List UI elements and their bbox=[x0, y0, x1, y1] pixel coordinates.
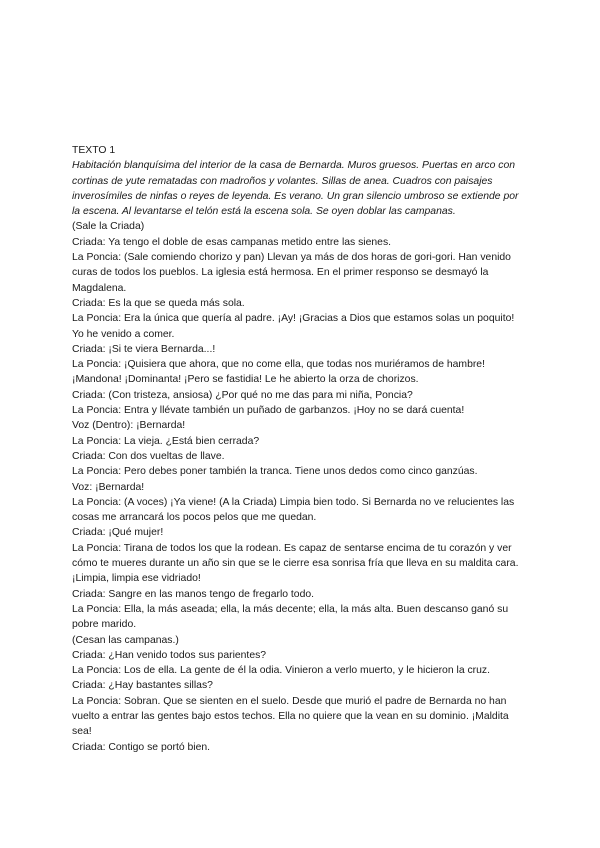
dialogue-line: La Poncia: (Sale comiendo chorizo y pan) Llevan ya más de dos horas de gori-gori. Han venido curas de todos los pueblos. La iglesia está hermosa. En el primer responso se desmayó la Magdalena. bbox=[72, 252, 511, 294]
dialogue-line: La Poncia: (A voces) ¡Ya viene! (A la Criada) Limpia bien todo. Si Bernarda no ve relucientes las cosas me arrancará los pocos pelos que me quedan. bbox=[72, 496, 515, 524]
dialogue-line: La Poncia: Los de ella. La gente de él la odia. Vinieron a verlo muerto, y le hicieron la cruz. bbox=[72, 665, 490, 677]
dialogue-line: Criada: ¿Hay bastantes sillas? bbox=[72, 680, 213, 692]
dialogue-line: Criada: Sangre en las manos tengo de fregarlo todo. bbox=[72, 588, 315, 600]
dialogue-line: La Poncia: Sobran. Que se sienten en el suelo. Desde que murió el padre de Bernarda no han vuelto a entrar las gentes bajo estos techos. Ella no quiere que la vean en su dominio. ¡Maldita sea! bbox=[72, 695, 509, 738]
dialogue-line: La Poncia: Pero debes poner también la tranca. Tiene unos dedos como cinco ganzúas. bbox=[72, 466, 478, 478]
dialogue-line: Criada: Es la que se queda más sola. bbox=[72, 297, 245, 309]
dialogue-line: La Poncia: Ella, la más aseada; ella, la más decente; ella, la más alta. Buen descanso ganó su pobre marido. bbox=[72, 603, 509, 631]
dialogue-line: Criada: ¿Han venido todos sus parientes? bbox=[72, 649, 267, 661]
dialogue-list bbox=[72, 219, 528, 754]
dialogue-line: (Sale la Criada) bbox=[72, 221, 145, 233]
dialogue-line: (Cesan las campanas.) bbox=[72, 634, 179, 646]
dialogue-line: Criada: Ya tengo el doble de esas campanas metido entre las sienes. bbox=[72, 236, 392, 248]
dialogue-line: Criada: ¡Si te viera Bernarda...! bbox=[72, 343, 216, 355]
dialogue-line: La Poncia: La vieja. ¿Está bien cerrada? bbox=[72, 435, 260, 447]
document-page bbox=[72, 143, 528, 755]
dialogue-line: Voz: ¡Bernarda! bbox=[72, 481, 145, 493]
dialogue-line: Voz (Dentro): ¡Bernarda! bbox=[72, 420, 186, 432]
dialogue-line: Criada: (Con tristeza, ansiosa) ¿Por qué no me das para mi niña, Poncia? bbox=[72, 389, 413, 401]
dialogue-line: La Poncia: Tirana de todos los que la rodean. Es capaz de sentarse encima de tu corazón y ver cómo te mueres durante un año sin que se le cierre esa sonrisa fría que lleva en su maldita cara. ¡Limpia, limpia ese vidriado! bbox=[72, 542, 519, 585]
stage-direction: Habitación blanquísima del interior de la casa de Bernarda. Muros gruesos. Puertas en arco con cortinas de yute rematadas con madroños y volantes. Sillas de anea. Cuadros con paisajes inverosímiles de ninfas o reyes de leyenda. Es verano. Un gran silencio umbroso se extiende por la escena. Al levantarse el telón está la escena sola. Se oyen doblar las campanas. bbox=[72, 160, 519, 218]
document-title: TEXTO 1 bbox=[72, 145, 116, 156]
dialogue-line: La Poncia: Entra y llévate también un puñado de garbanzos. ¡Hoy no se dará cuenta! bbox=[72, 405, 465, 417]
dialogue-line: Criada: Contigo se portó bien. bbox=[72, 741, 211, 753]
dialogue-line: Criada: Con dos vueltas de llave. bbox=[72, 450, 225, 462]
dialogue-line: La Poncia: Era la única que quería al padre. ¡Ay! ¡Gracias a Dios que estamos solas un poquito! Yo he venido a comer. bbox=[72, 313, 515, 340]
dialogue-line: Criada: ¡Qué mujer! bbox=[72, 527, 164, 539]
dialogue-line: La Poncia: ¡Quisiera que ahora, que no come ella, que todas nos muriéramos de hambre! ¡Mandona! ¡Dominanta! ¡Pero se fastidia! Le he abierto la orza de chorizos. bbox=[72, 359, 485, 386]
